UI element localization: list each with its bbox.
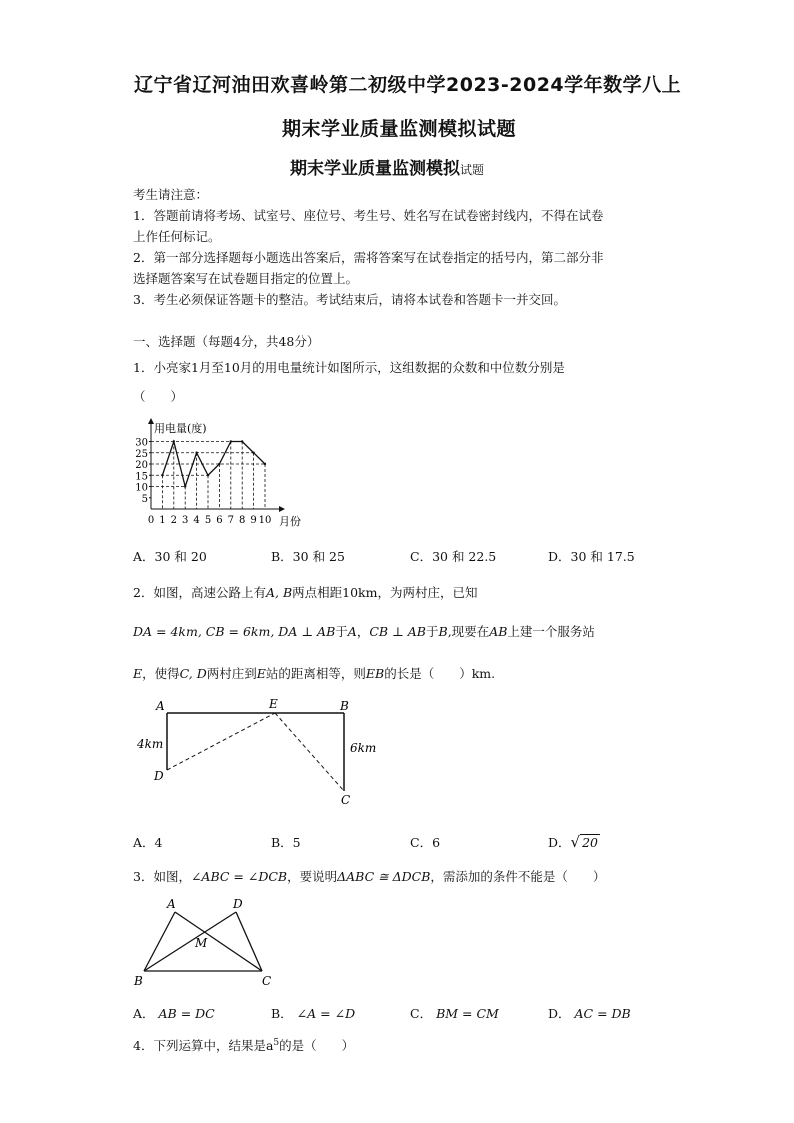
q1-option-d: D．30 和 17.5 xyxy=(548,549,635,564)
page-subtitle: 期末学业质量监测模拟试题 xyxy=(290,159,485,179)
q2-stem-line2: DA = 4km, CB = 6km, DA ⊥ AB于A，CB ⊥ AB于B,现要在AB上建一个服务站 xyxy=(133,624,595,639)
q2-option-b: B．5 xyxy=(271,835,301,850)
label-C: C xyxy=(341,793,351,807)
data-point xyxy=(207,474,209,476)
q2-stem-line3: E，使得C, D两村庄到E站的距离相等，则EB的长是（ ）km. xyxy=(133,666,496,681)
q2-option-c: C．6 xyxy=(410,835,441,850)
page-title-line2: 期末学业质量监测模拟试题 xyxy=(282,118,517,140)
q1-option-c: C．30 和 22.5 xyxy=(410,549,497,564)
label-D: D xyxy=(154,769,164,783)
q2-option-d-radicand: 20 xyxy=(582,835,598,850)
q2-option-d: D．√ 20 xyxy=(548,833,598,851)
q1-stem: 1．小亮家1月至10月的用电量统计如图所示，这组数据的众数和中位数分别是 xyxy=(133,360,565,375)
data-point xyxy=(173,440,175,442)
data-point xyxy=(230,440,232,442)
label-da-length: 4km xyxy=(137,737,164,751)
notice-item-2: 2．第一部分选择题每小题选出答案后，需将答案写在试卷指定的括号内，第二部分非 xyxy=(133,250,604,265)
section-heading: 一、选择题（每题4分，共48分） xyxy=(133,334,320,349)
page-title: 辽宁省辽河油田欢喜岭第二初级中学2023-2024学年数学八上 xyxy=(134,74,682,96)
notice-item-1: 1．答题前请将考场、试室号、座位号、考生号、姓名写在试卷密封线内，不得在试卷 xyxy=(133,208,604,223)
x-tick-label: 1 xyxy=(159,515,166,526)
q1-option-b: B．30 和 25 xyxy=(271,549,345,564)
data-point xyxy=(264,463,266,465)
q3-option-c: C． BM = CM xyxy=(410,1006,499,1021)
label-E: E xyxy=(269,697,278,711)
notice-item-3: 3．考生必须保证答题卡的整洁。考试结束后，请将本试卷和答题卡一并交回。 xyxy=(133,292,566,307)
q3-option-b: B． ∠A = ∠D xyxy=(271,1006,356,1021)
segment-EC xyxy=(275,713,344,791)
x-tick-label: 8 xyxy=(239,515,246,526)
label-B: B xyxy=(134,974,143,988)
y-tick-label: 20 xyxy=(135,460,148,471)
data-point xyxy=(184,485,186,487)
label-B: B xyxy=(340,699,349,713)
x-tick-label: 2 xyxy=(170,515,177,526)
x-axis-arrow xyxy=(279,506,285,512)
q3-option-a: A． AB = DC xyxy=(133,1006,215,1021)
segment-BA xyxy=(144,912,175,971)
q1-blank: （ ） xyxy=(133,389,184,404)
data-point xyxy=(252,452,254,454)
y-tick-label: 25 xyxy=(135,448,148,460)
q3-figure xyxy=(130,894,280,994)
label-A: A xyxy=(156,699,165,713)
x-tick-label: 0 xyxy=(147,515,155,526)
x-tick-label: 6 xyxy=(216,515,223,526)
x-tick-label: 10 xyxy=(258,515,272,526)
q4-stem: 4．下列运算中，结果是$a^5$的是（ ） xyxy=(133,1038,355,1054)
y-tick-label: 5 xyxy=(141,493,148,505)
q3-option-d: D． AC = DB xyxy=(548,1006,631,1021)
y-tick-label: 30 xyxy=(135,437,148,449)
segment-DE xyxy=(167,713,275,770)
q1-option-a: A．30 和 20 xyxy=(133,549,207,564)
x-tick-label: 4 xyxy=(193,515,200,526)
label-D: D xyxy=(233,897,243,911)
notice-item-1-cont: 上作任何标记。 xyxy=(133,229,221,244)
data-point xyxy=(161,474,163,476)
label-cb-length: 6km xyxy=(350,741,377,755)
data-point xyxy=(195,452,197,454)
q3-stem: 3．如图，∠ABC = ∠DCB，要说明ΔABC ≅ ΔDCB，需添加的条件不能是（ ） xyxy=(133,869,606,884)
notice-item-2-cont: 选择题答案写在试卷题目指定的位置上。 xyxy=(133,271,359,286)
y-tick-label: 10 xyxy=(135,482,148,494)
y-tick-label: 15 xyxy=(135,471,148,483)
data-point xyxy=(218,463,220,465)
segment-DB xyxy=(144,912,236,971)
notice-heading: 考生请注意： xyxy=(133,187,209,202)
x-tick-label: 9 xyxy=(250,515,257,526)
x-tick-label: 5 xyxy=(204,515,212,526)
y-axis-label: 用电量(度) xyxy=(154,422,207,435)
x-tick-label: 3 xyxy=(182,515,189,526)
label-M: M xyxy=(195,936,208,950)
q2-stem-line1: 2．如图，高速公路上有A, B两点相距10km，为两村庄，已知 xyxy=(133,585,478,600)
data-point xyxy=(241,440,243,442)
q1-line-chart xyxy=(120,410,320,536)
label-A: A xyxy=(167,897,176,911)
x-axis-label: 月份 xyxy=(279,515,301,528)
x-tick-label: 7 xyxy=(227,515,234,526)
label-C: C xyxy=(262,974,272,988)
q2-figure xyxy=(130,692,390,812)
q2-option-a: A．4 xyxy=(133,835,163,850)
